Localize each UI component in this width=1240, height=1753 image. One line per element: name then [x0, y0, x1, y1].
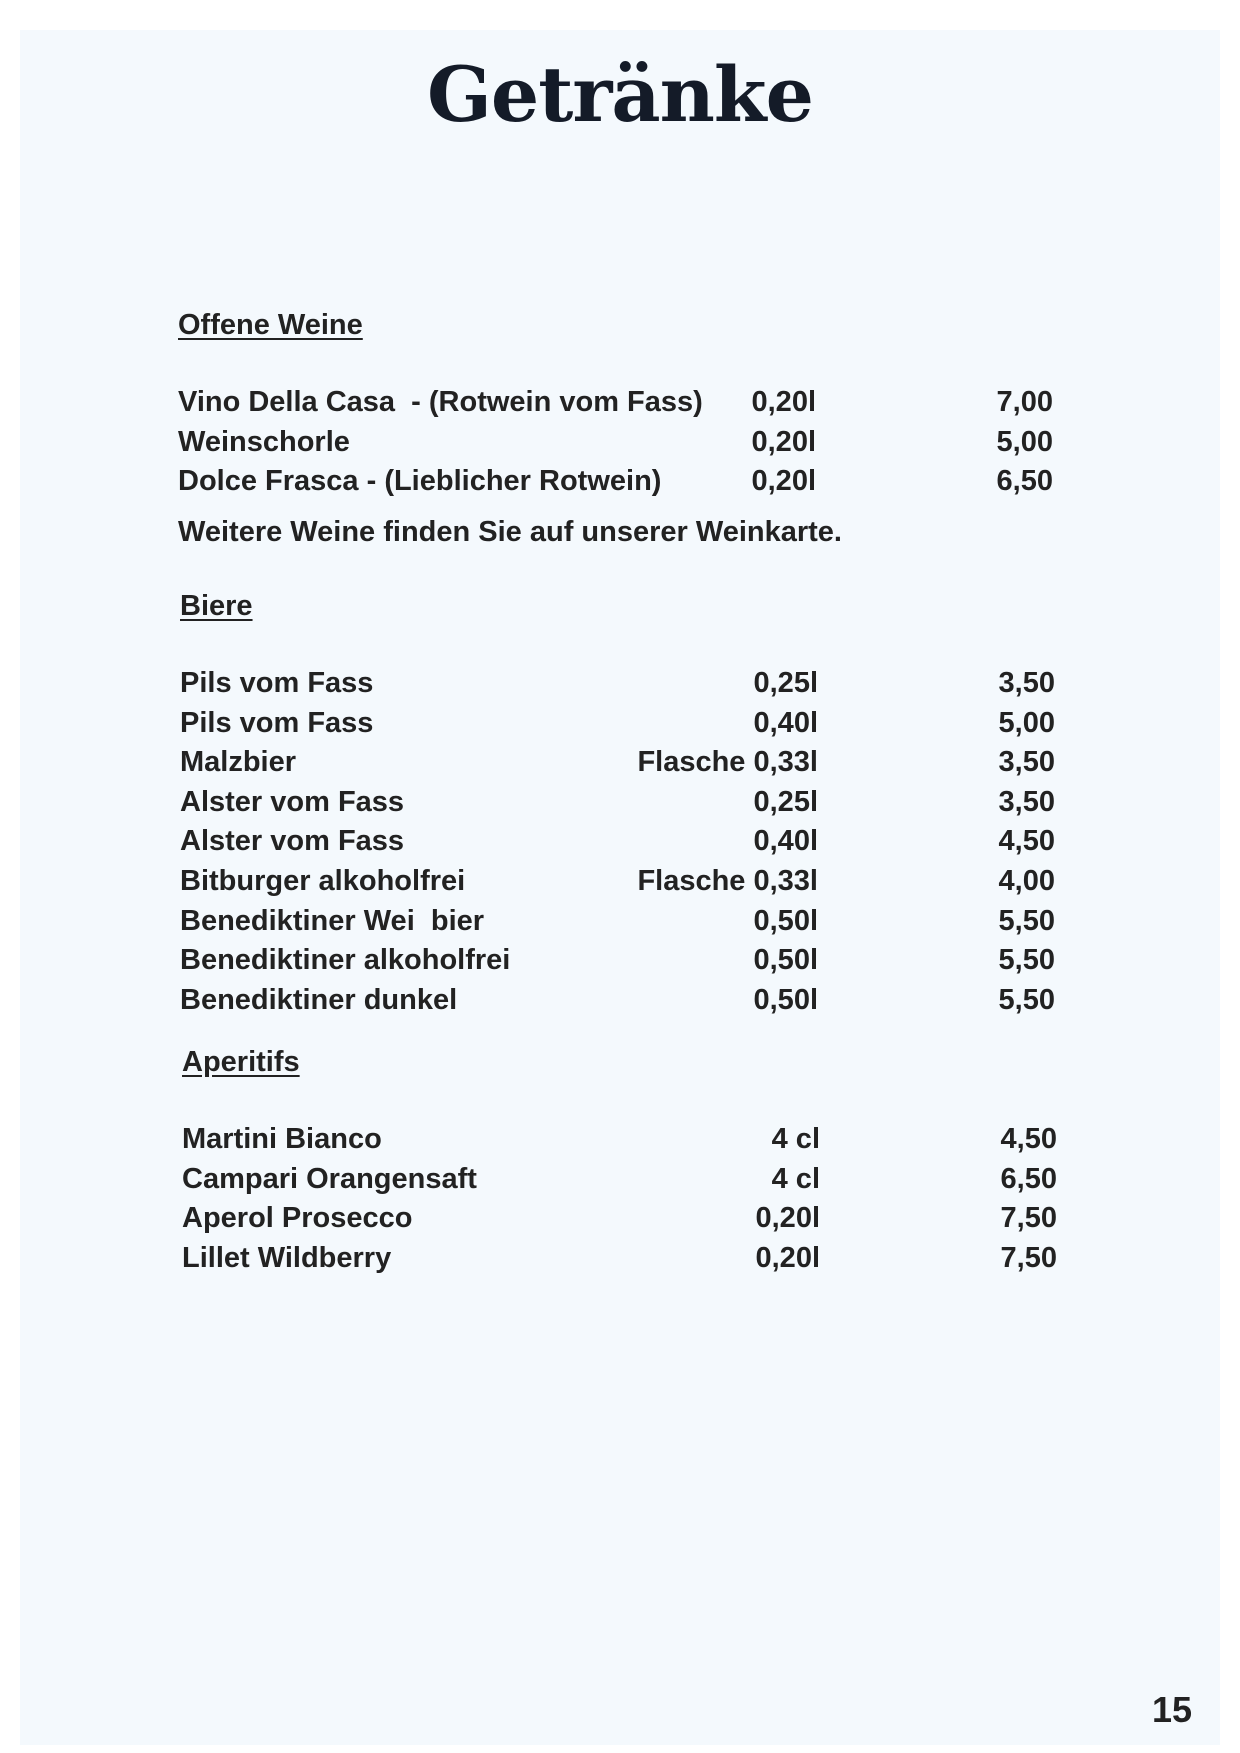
section-wines	[178, 307, 1078, 502]
item-price: 7,50	[1000, 1202, 1057, 1235]
item-name: Benediktiner Wei bier	[180, 904, 485, 937]
item-name: Benediktiner dunkel	[180, 983, 458, 1016]
item-name: Alster vom Fass	[180, 825, 405, 858]
item-size: 0,40l	[753, 825, 818, 858]
wine-list-note: Weitere Weine finden Sie auf unserer Weinkarte.	[178, 516, 842, 548]
item-name: Malzbier	[180, 746, 297, 779]
item-size: 4 cl	[771, 1162, 820, 1195]
item-size: Flasche 0,33l	[637, 746, 818, 779]
menu-item	[178, 423, 1078, 463]
item-price: 5,00	[998, 706, 1055, 739]
item-size: 0,50l	[753, 904, 818, 937]
menu-item	[180, 743, 1080, 783]
item-size: 0,50l	[753, 983, 818, 1016]
item-size: 0,20l	[751, 465, 816, 498]
menu-item	[182, 1199, 1082, 1239]
menu-item	[180, 862, 1080, 902]
item-name: Weinschorle	[178, 425, 350, 458]
item-price: 3,50	[998, 785, 1055, 818]
section-heading-beers: Biere	[180, 590, 253, 622]
item-name: Benediktiner alkoholfrei	[180, 944, 511, 977]
menu-item	[178, 383, 1078, 423]
item-price: 4,00	[998, 864, 1055, 897]
menu-item	[182, 1120, 1082, 1160]
item-name: Pils vom Fass	[180, 667, 374, 699]
item-size: 0,20l	[755, 1202, 820, 1235]
item-price: 5,50	[998, 904, 1055, 937]
item-price: 5,50	[998, 944, 1055, 977]
menu-item	[180, 902, 1080, 942]
item-size: Flasche 0,33l	[637, 864, 818, 897]
section-beers	[180, 588, 1080, 1020]
section-aperitifs	[182, 1044, 1082, 1278]
page-number: 15	[1151, 1689, 1192, 1730]
item-price: 4,50	[1000, 1123, 1057, 1155]
item-name: Campari Orangensaft	[182, 1162, 477, 1195]
item-name: Bitburger alkoholfrei	[180, 864, 466, 897]
item-name: Dolce Frasca - (Lieblicher Rotwein)	[178, 465, 662, 498]
menu-item	[182, 1239, 1082, 1279]
item-size: 0,20l	[755, 1241, 820, 1274]
item-name: Martini Bianco	[182, 1123, 382, 1155]
item-name: Vino Della Casa - (Rotwein vom Fass)	[178, 386, 703, 418]
section-heading-wines: Offene Weine	[178, 309, 363, 341]
menu-item	[178, 462, 1078, 502]
item-price: 7,50	[1000, 1241, 1057, 1274]
item-size: 0,20l	[751, 425, 816, 458]
item-price: 6,50	[996, 465, 1053, 498]
menu-item	[182, 1160, 1082, 1200]
item-name: Alster vom Fass	[180, 785, 405, 818]
item-price: 4,50	[998, 825, 1055, 858]
item-size: 0,50l	[753, 944, 818, 977]
item-price: 7,00	[996, 386, 1053, 418]
menu-item	[180, 822, 1080, 862]
section-heading-aperitifs: Aperitifs	[182, 1046, 300, 1078]
menu-item	[180, 783, 1080, 823]
menu-page	[20, 30, 1220, 1745]
menu-item	[180, 981, 1080, 1021]
item-size: 4 cl	[771, 1123, 820, 1155]
page-title: Getränke	[427, 50, 813, 139]
item-price: 5,00	[996, 425, 1053, 458]
item-price: 5,50	[998, 983, 1055, 1016]
menu-item	[180, 941, 1080, 981]
item-name: Pils vom Fass	[180, 706, 374, 739]
item-size: 0,40l	[753, 706, 818, 739]
item-size: 0,25l	[753, 667, 818, 699]
item-price: 3,50	[998, 746, 1055, 779]
item-size: 0,20l	[751, 386, 816, 418]
menu-item	[180, 664, 1080, 704]
item-price: 3,50	[998, 667, 1055, 699]
item-size: 0,25l	[753, 785, 818, 818]
item-name: Aperol Prosecco	[182, 1202, 413, 1235]
menu-item	[180, 704, 1080, 744]
item-price: 6,50	[1000, 1162, 1057, 1195]
item-name: Lillet Wildberry	[182, 1241, 392, 1274]
